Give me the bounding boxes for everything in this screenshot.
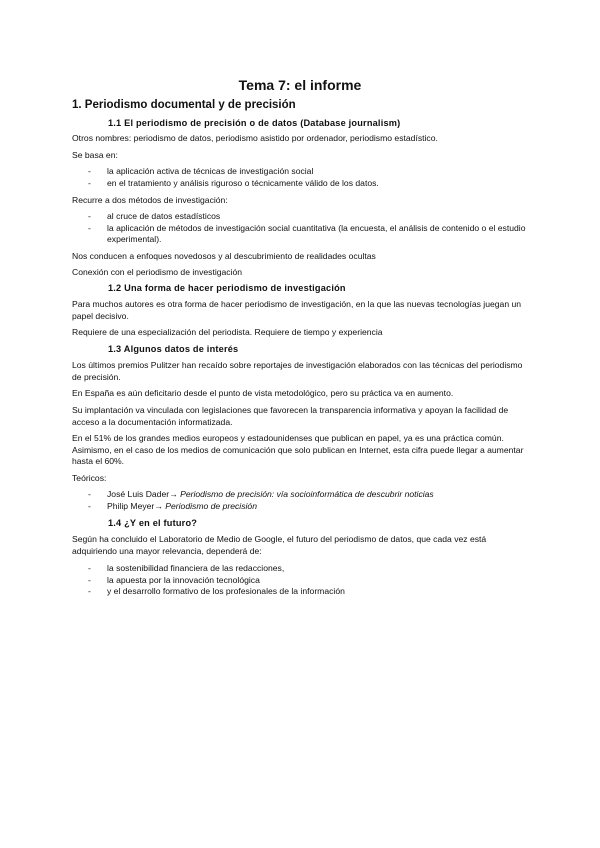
list-item bbox=[88, 501, 528, 513]
list-item bbox=[88, 563, 528, 575]
section-1-heading: 1. Periodismo documental y de precisión bbox=[72, 99, 296, 111]
sub3-paragraph-3: Su implantación va vinculada con legislaciones que favorecen la transparencia informativa y apoyan la facilidad de acceso a la documentación informatizada. bbox=[72, 405, 509, 427]
dash-bullet: - bbox=[88, 166, 91, 176]
list-item-text: al cruce de datos estadísticos bbox=[107, 211, 221, 221]
dash-bullet: - bbox=[88, 500, 91, 511]
list-item bbox=[88, 178, 528, 190]
list-item bbox=[88, 575, 528, 587]
list-item bbox=[88, 211, 528, 223]
futuro-list bbox=[88, 563, 528, 598]
list-item-text: en el tratamiento y análisis riguroso o técnicamente válido de los datos. bbox=[107, 177, 379, 188]
list-item bbox=[88, 586, 528, 598]
sub4-paragraph-1: Según ha concluido el Laboratorio de Medio de Google, el futuro del periodismo de datos, que cada vez está adquiriendo una mayor relevancia, dependerá de: bbox=[72, 534, 487, 556]
subsection-1-2-heading: 1.2 Una forma de hacer periodismo de investigación bbox=[108, 283, 346, 293]
dash-bullet: - bbox=[88, 222, 91, 233]
teorico-work: Periodismo de precisión: vía socioinformática de descubrir noticias bbox=[180, 489, 434, 499]
sub3-paragraph-1: Los últimos premios Pulitzer han recaído sobre reportajes de investigación elaborados con las técnicas del periodismo de precisión. bbox=[72, 360, 523, 382]
teoricos-list bbox=[88, 489, 528, 512]
se-basa-list bbox=[88, 166, 528, 189]
teorico-author: José Luis Dader→ bbox=[107, 489, 181, 499]
list-item bbox=[88, 166, 528, 178]
dash-bullet: - bbox=[88, 489, 91, 499]
nos-conducen-paragraph: Nos conducen a enfoques novedosos y al descubrimiento de realidades ocultas bbox=[72, 251, 376, 261]
dash-bullet: - bbox=[88, 586, 91, 596]
list-item-text: la apuesta por la innovación tecnológica bbox=[107, 574, 260, 585]
dash-bullet: - bbox=[88, 574, 91, 585]
list-item bbox=[88, 489, 528, 501]
teorico-work: Periodismo de precisión bbox=[165, 500, 257, 511]
recurre-label: Recurre a dos métodos de investigación: bbox=[72, 195, 228, 205]
subsection-1-4-heading: 1.4 ¿Y en el futuro? bbox=[108, 518, 198, 528]
document-title: Tema 7: el informe bbox=[238, 77, 362, 93]
otros-nombres-paragraph: Otros nombres: periodismo de datos, periodismo asistido por ordenador, periodismo estadístico. bbox=[72, 133, 438, 143]
sub2-paragraph-1: Para muchos autores es otra forma de hacer periodismo de investigación, en la que las nuevas tecnologías juegan un papel decisivo. bbox=[72, 299, 522, 321]
sub2-paragraph-2: Requiere de una especialización del periodista. Requiere de tiempo y experiencia bbox=[72, 327, 383, 337]
list-item bbox=[88, 223, 528, 246]
list-item-text: la sostenibilidad financiera de las redacciones, bbox=[107, 563, 285, 573]
recurre-list bbox=[88, 211, 528, 246]
conexion-paragraph: Conexión con el periodismo de investigación bbox=[72, 267, 243, 277]
list-item-text: y el desarrollo formativo de los profesionales de la información bbox=[107, 586, 345, 596]
sub3-paragraph-2: En España es aún deficitario desde el punto de vista metodológico, pero su práctica va en aumento. bbox=[72, 388, 454, 398]
se-basa-label: Se basa en: bbox=[72, 150, 118, 160]
subsection-1-1-heading: 1.1 El periodismo de precisión o de datos (Database journalism) bbox=[108, 118, 401, 128]
sub3-paragraph-4: En el 51% de los grandes medios europeos y estadounidenses que publican en papel, ya es una práctica común. Asimismo, en el caso de los medios de comunicación que solo publican en Internet, esta cifra puede llegar a aumentar hasta el 60%. bbox=[72, 433, 524, 466]
subsection-1-3-heading: 1.3 Algunos datos de interés bbox=[108, 344, 239, 354]
list-item-text: la aplicación activa de técnicas de investigación social bbox=[107, 166, 314, 176]
dash-bullet: - bbox=[88, 563, 91, 573]
dash-bullet: - bbox=[88, 177, 91, 188]
list-item-text: la aplicación de métodos de investigación social cuantitativa (la encuesta, el análisis de contenido o el estudio experimental). bbox=[107, 222, 526, 244]
dash-bullet: - bbox=[88, 211, 91, 221]
teoricos-label: Teóricos: bbox=[72, 473, 107, 483]
teorico-author: Philip Meyer→ bbox=[107, 500, 166, 511]
